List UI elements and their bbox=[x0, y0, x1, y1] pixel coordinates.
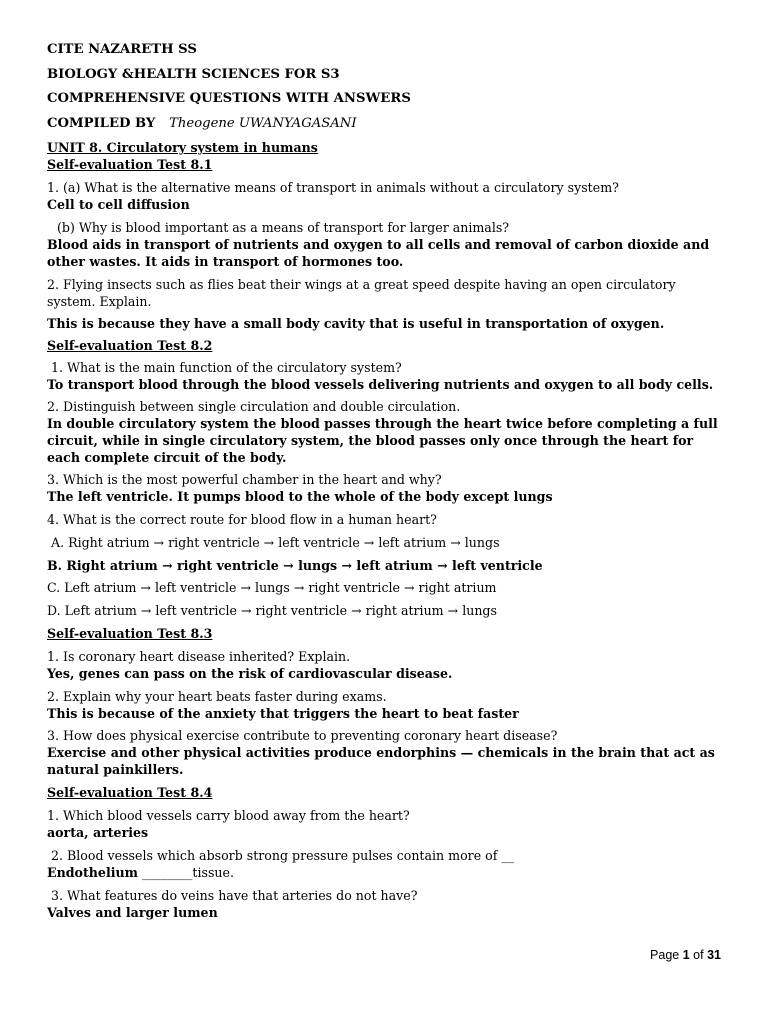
question: 2. Blood vessels which absorb strong pressure pulses contain more of __ bbox=[51, 848, 514, 864]
question: 2. Explain why your heart beats faster during exams. bbox=[47, 689, 387, 705]
answer-suffix: tissue. bbox=[192, 865, 234, 881]
option-b-correct: B. Right atrium → right ventricle → lungs → left atrium → left ventricle bbox=[47, 558, 543, 574]
test-8-1-title: Self-evaluation Test 8.1 bbox=[47, 157, 213, 173]
question: (b) Why is blood important as a means of transport for larger animals? bbox=[57, 220, 510, 236]
answer: In double circulatory system the blood passes through the heart twice before completing a full circuit, while in single circulatory system, the blood passes only once through the heart for each complete circuit of the body. bbox=[47, 416, 718, 466]
option-a: A. Right atrium → right ventricle → left ventricle → left atrium → lungs bbox=[51, 535, 500, 551]
answer: aorta, arteries bbox=[47, 825, 149, 841]
answer: This is because they have a small body cavity that is useful in transportation of oxygen. bbox=[47, 316, 665, 332]
question: 3. What features do veins have that arteries do not have? bbox=[51, 888, 418, 904]
compiled-label: COMPILED BY bbox=[47, 115, 156, 131]
question: 4. What is the correct route for blood flow in a human heart? bbox=[47, 512, 437, 528]
answer: Valves and larger lumen bbox=[47, 905, 218, 921]
answer: Blood aids in transport of nutrients and oxygen to all cells and removal of carbon dioxide and other wastes. It aids in transport of hormones too. bbox=[47, 237, 710, 270]
answer-word: Endothelium bbox=[47, 865, 138, 881]
unit-title: UNIT 8. Circulatory system in humans bbox=[47, 140, 318, 156]
answer: This is because of the anxiety that triggers the heart to beat faster bbox=[47, 706, 519, 722]
question: 1. What is the main function of the circulatory system? bbox=[51, 360, 402, 376]
document-title: COMPREHENSIVE QUESTIONS WITH ANSWERS bbox=[47, 91, 411, 107]
test-8-4-title: Self-evaluation Test 8.4 bbox=[47, 785, 213, 801]
answer: Exercise and other physical activities produce endorphins — chemicals in the brain that act as natural painkillers. bbox=[47, 745, 715, 778]
test-8-2-title: Self-evaluation Test 8.2 bbox=[47, 338, 213, 354]
answer: The left ventricle. It pumps blood to the whole of the body except lungs bbox=[47, 489, 553, 505]
answer bbox=[47, 864, 723, 881]
answer: Yes, genes can pass on the risk of cardiovascular disease. bbox=[47, 666, 453, 682]
subject-title: BIOLOGY &HEALTH SCIENCES FOR S3 bbox=[47, 66, 340, 82]
question: 3. Which is the most powerful chamber in the heart and why? bbox=[47, 472, 442, 488]
compiled-by bbox=[47, 115, 723, 132]
question: 3. How does physical exercise contribute to preventing coronary heart disease? bbox=[47, 728, 558, 744]
author-name: Theogene UWANYAGASANI bbox=[169, 115, 357, 131]
of-label: of bbox=[693, 948, 704, 962]
question: 1. Is coronary heart disease inherited? Explain. bbox=[47, 649, 351, 665]
page-number bbox=[650, 948, 721, 962]
total-pages: 31 bbox=[707, 948, 721, 962]
school-name: CITE NAZARETH SS bbox=[47, 42, 197, 57]
option-c: C. Left atrium → left ventricle → lungs → right ventricle → right atrium bbox=[47, 580, 497, 596]
question: 2. Flying insects such as flies beat their wings at a great speed despite having an open circulatory system. Explain. bbox=[47, 277, 676, 310]
page-label: Page bbox=[650, 948, 680, 962]
question: 1. Which blood vessels carry blood away from the heart? bbox=[47, 808, 410, 824]
question: 2. Distinguish between single circulation and double circulation. bbox=[47, 399, 461, 415]
question: 1. (a) What is the alternative means of transport in animals without a circulatory system? bbox=[47, 180, 619, 196]
answer: Cell to cell diffusion bbox=[47, 197, 190, 213]
current-page: 1 bbox=[682, 948, 690, 962]
test-8-3-title: Self-evaluation Test 8.3 bbox=[47, 626, 213, 642]
answer: To transport blood through the blood vessels delivering nutrients and oxygen to all body cells. bbox=[47, 377, 714, 393]
document-page bbox=[47, 41, 723, 921]
option-d: D. Left atrium → left ventricle → right ventricle → right atrium → lungs bbox=[47, 603, 497, 619]
answer-blank: ________ bbox=[142, 865, 193, 881]
